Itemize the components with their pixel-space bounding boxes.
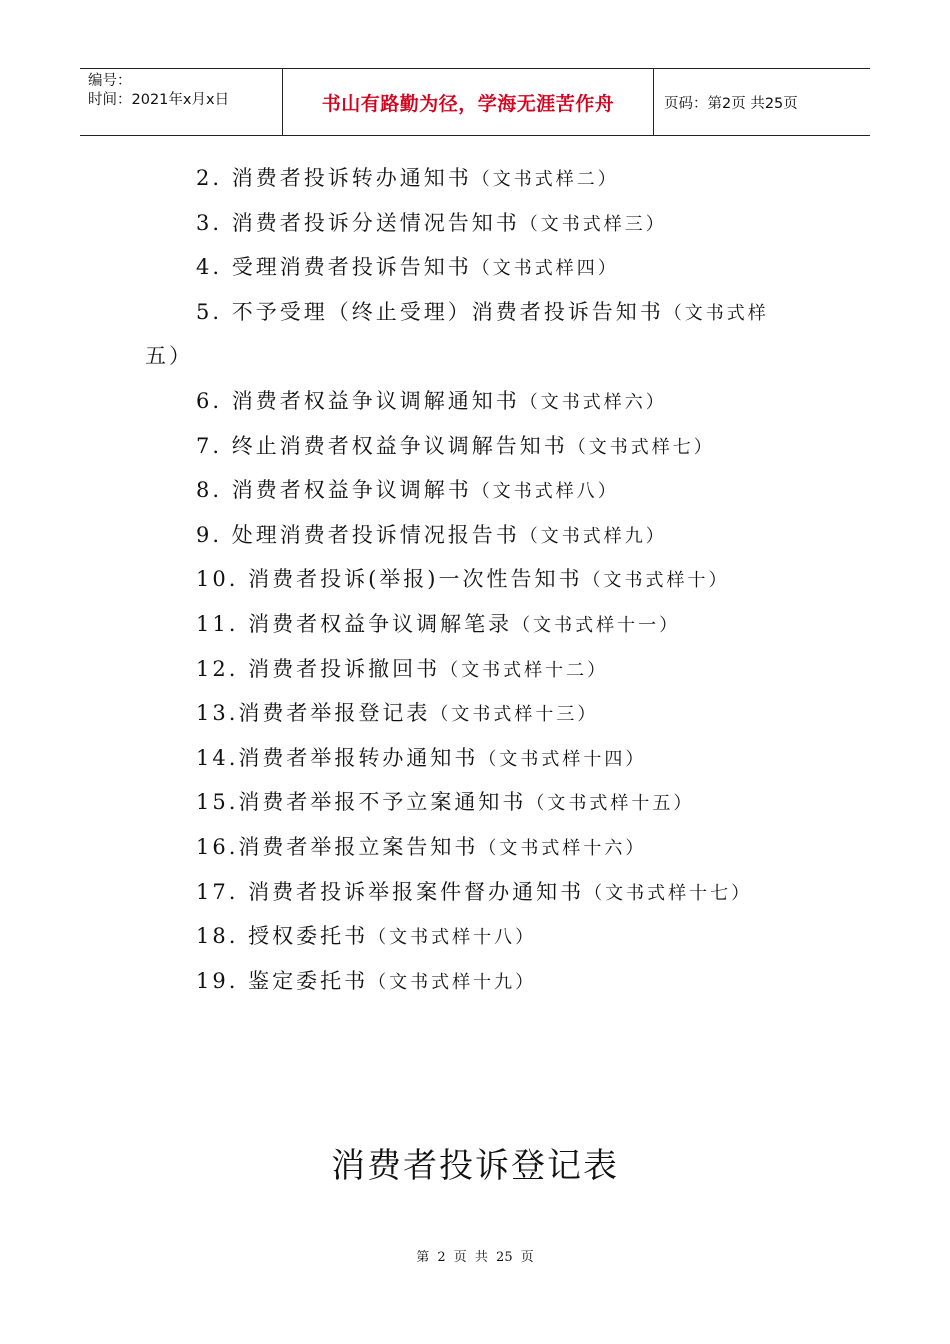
toc-item-title: 12. 消费者投诉撤回书: [196, 656, 441, 681]
toc-item-title: 15.消费者举报不予立案通知书: [196, 790, 527, 815]
toc-item: [196, 297, 769, 329]
toc-item-sample-label: （文书式样十）: [582, 570, 730, 592]
toc-item-title: 4. 受理消费者投诉告知书: [196, 255, 472, 280]
motto: 书山有路勤为径，学海无涯苦作舟: [321, 92, 615, 115]
toc-item-title: 18. 授权委托书: [196, 924, 369, 949]
toc-item-sample-label: （文书式样七）: [567, 436, 715, 458]
toc-item: [196, 252, 619, 284]
toc-item: [196, 564, 729, 596]
toc-item: [196, 475, 619, 507]
toc-item-sample-label: （文书式样四）: [471, 258, 619, 280]
toc-item-title: 5. 不予受理（终止受理）消费者投诉告知书: [196, 299, 664, 324]
toc-item-title: 13.消费者举报登记表: [196, 701, 431, 726]
toc-item-title: 8. 消费者权益争议调解书: [196, 478, 472, 503]
toc-item: [196, 654, 608, 686]
header-page-cell: [654, 69, 870, 135]
date-label: 时间：2021年x月x日: [88, 92, 230, 108]
toc-item-sample-label: （文书式样十七）: [584, 882, 753, 904]
toc-item: [196, 520, 667, 552]
number-label: 编号：: [88, 73, 132, 89]
toc-item-sample-label: （文书式样: [663, 302, 769, 324]
toc-item: [196, 609, 680, 641]
toc-item: [196, 921, 536, 953]
toc-item: [196, 163, 619, 195]
toc-item: [145, 341, 193, 371]
toc-item-sample-label: （文书式样八）: [471, 481, 619, 503]
toc-item-title: 7. 终止消费者权益争议调解告知书: [196, 433, 568, 458]
page-footer: 第 2 页 共 25 页: [416, 1250, 534, 1265]
toc-item-title: 14.消费者举报转办通知书: [196, 745, 479, 770]
toc-item-sample-label: （文书式样十三）: [430, 704, 599, 726]
toc-item-title: 6. 消费者权益争议调解通知书: [196, 389, 520, 413]
toc-item-sample-label: （文书式样十二）: [440, 659, 609, 681]
toc-item-title: 2. 消费者投诉转办通知书: [196, 166, 472, 190]
toc-item: [196, 431, 715, 463]
page-label: 页码：第2页 共25页: [664, 95, 798, 112]
toc-item-title: 17. 消费者投诉举报案件督办通知书: [196, 879, 585, 904]
toc-item-title: 9. 处理消费者投诉情况报告书: [196, 522, 520, 547]
toc-item-sample-label: （文书式样六）: [519, 392, 667, 413]
page-header: [80, 68, 870, 136]
toc-item: [196, 877, 752, 909]
toc-item-title: 11. 消费者权益争议调解笔录: [196, 612, 513, 636]
document-title: 消费者投诉登记表: [331, 1146, 619, 1186]
toc-item-sample-label: （文书式样十九）: [368, 971, 537, 993]
toc-item-sample-label: （文书式样十八）: [368, 927, 537, 949]
toc-item-title: 19. 鉴定委托书: [196, 968, 369, 993]
toc-item-title: 16.消费者举报立案告知书: [196, 835, 479, 859]
header-meta: [80, 69, 282, 135]
toc-item-title: 3. 消费者投诉分送情况告知书: [196, 210, 520, 235]
toc-item: [196, 787, 694, 819]
toc-item-sample-label: （文书式样十一）: [512, 615, 681, 636]
toc-item: [196, 386, 667, 418]
toc-item-sample-label: （文书式样十六）: [478, 838, 647, 859]
toc-item: [196, 743, 646, 775]
header-motto-cell: [282, 69, 654, 135]
toc-item-sample-label: （文书式样三）: [519, 213, 667, 235]
toc-item: [196, 832, 646, 864]
toc-item: [196, 966, 536, 998]
toc-item-title: 10. 消费者投诉(举报)一次性告知书: [196, 567, 583, 592]
toc-item-sample-label: （文书式样十五）: [526, 793, 695, 815]
toc-item: [196, 208, 667, 240]
toc-item-sample-label: （文书式样十四）: [478, 748, 647, 770]
toc-item-sample-label: （文书式样二）: [471, 169, 619, 190]
toc-item: [196, 698, 598, 730]
toc-item-title: 五）: [145, 344, 193, 369]
toc-item-sample-label: （文书式样九）: [519, 525, 667, 547]
